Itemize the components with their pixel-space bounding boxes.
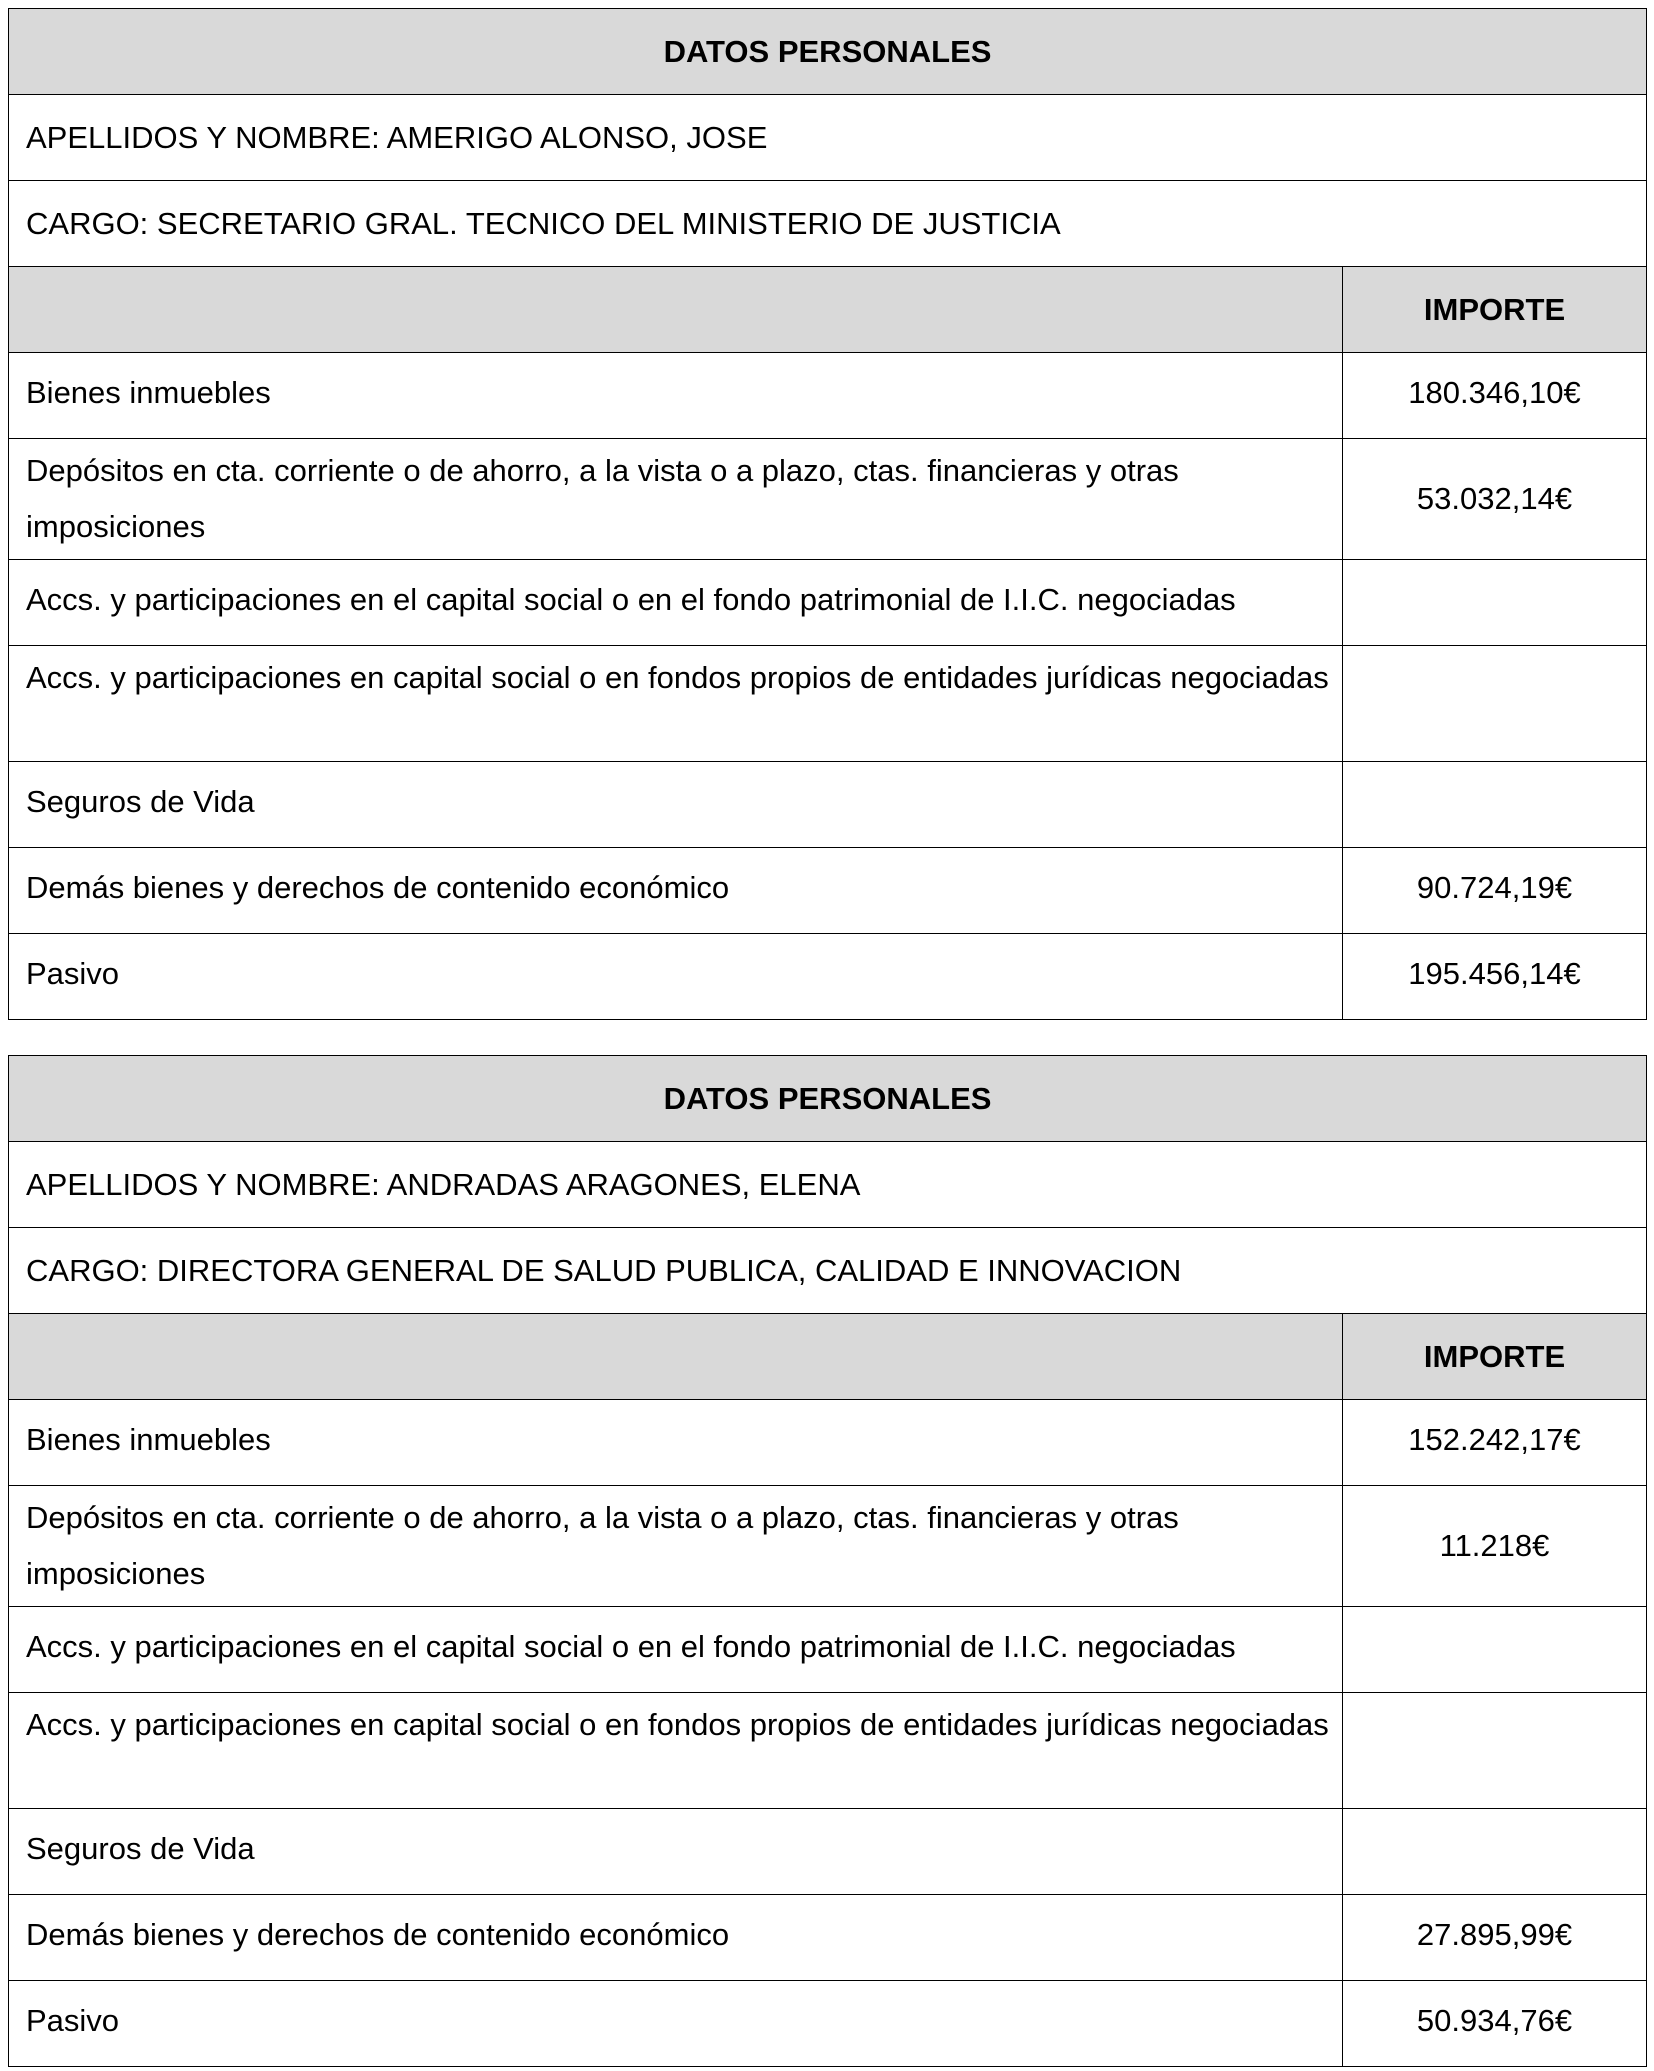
asset-label: Depósitos en cta. corriente o de ahorro, a la vista o a plazo, ctas. financieras y otras imposiciones bbox=[9, 439, 1343, 560]
asset-row bbox=[9, 353, 1647, 439]
asset-row bbox=[9, 762, 1647, 848]
cargo-row bbox=[9, 181, 1647, 267]
asset-amount bbox=[1343, 646, 1647, 762]
asset-row bbox=[9, 934, 1647, 1020]
section-header-row bbox=[9, 1056, 1647, 1142]
asset-row bbox=[9, 439, 1647, 560]
section-title: DATOS PERSONALES bbox=[9, 1056, 1647, 1142]
asset-amount: 53.032,14€ bbox=[1343, 439, 1647, 560]
asset-label: Seguros de Vida bbox=[9, 1809, 1343, 1895]
asset-row bbox=[9, 646, 1647, 762]
asset-label: Demás bienes y derechos de contenido económico bbox=[9, 1895, 1343, 1981]
asset-row bbox=[9, 1981, 1647, 2067]
asset-amount bbox=[1343, 1809, 1647, 1895]
cargo-line: CARGO: SECRETARIO GRAL. TECNICO DEL MINISTERIO DE JUSTICIA bbox=[9, 181, 1647, 267]
asset-row bbox=[9, 1693, 1647, 1809]
asset-amount: 11.218€ bbox=[1343, 1486, 1647, 1607]
asset-row bbox=[9, 1809, 1647, 1895]
asset-amount: 50.934,76€ bbox=[1343, 1981, 1647, 2067]
asset-label: Pasivo bbox=[9, 1981, 1343, 2067]
asset-label: Pasivo bbox=[9, 934, 1343, 1020]
asset-amount bbox=[1343, 762, 1647, 848]
name-line: APELLIDOS Y NOMBRE: AMERIGO ALONSO, JOSE bbox=[9, 95, 1647, 181]
amount-header: IMPORTE bbox=[1343, 1314, 1647, 1400]
asset-row bbox=[9, 848, 1647, 934]
cargo-line: CARGO: DIRECTORA GENERAL DE SALUD PUBLICA, CALIDAD E INNOVACION bbox=[9, 1228, 1647, 1314]
asset-row bbox=[9, 1486, 1647, 1607]
asset-label: Seguros de Vida bbox=[9, 762, 1343, 848]
concept-header bbox=[9, 267, 1343, 353]
cargo-row bbox=[9, 1228, 1647, 1314]
asset-label: Accs. y participaciones en el capital social o en el fondo patrimonial de I.I.C. negociadas bbox=[9, 1607, 1343, 1693]
asset-label: Accs. y participaciones en capital social o en fondos propios de entidades jurídicas negociadas bbox=[9, 1693, 1343, 1809]
asset-declaration-table bbox=[8, 8, 1647, 1020]
asset-amount: 90.724,19€ bbox=[1343, 848, 1647, 934]
column-header-row bbox=[9, 1314, 1647, 1400]
asset-label: Accs. y participaciones en el capital social o en el fondo patrimonial de I.I.C. negociadas bbox=[9, 560, 1343, 646]
asset-amount bbox=[1343, 1607, 1647, 1693]
asset-label: Bienes inmuebles bbox=[9, 353, 1343, 439]
asset-amount: 180.346,10€ bbox=[1343, 353, 1647, 439]
asset-label: Demás bienes y derechos de contenido económico bbox=[9, 848, 1343, 934]
asset-amount bbox=[1343, 560, 1647, 646]
asset-label: Bienes inmuebles bbox=[9, 1400, 1343, 1486]
asset-amount: 195.456,14€ bbox=[1343, 934, 1647, 1020]
concept-header bbox=[9, 1314, 1343, 1400]
asset-row bbox=[9, 560, 1647, 646]
amount-header: IMPORTE bbox=[1343, 267, 1647, 353]
asset-amount: 152.242,17€ bbox=[1343, 1400, 1647, 1486]
asset-amount: 27.895,99€ bbox=[1343, 1895, 1647, 1981]
asset-declaration-table bbox=[8, 1055, 1647, 2067]
asset-label: Accs. y participaciones en capital social o en fondos propios de entidades jurídicas negociadas bbox=[9, 646, 1343, 762]
name-row bbox=[9, 95, 1647, 181]
asset-amount bbox=[1343, 1693, 1647, 1809]
column-header-row bbox=[9, 267, 1647, 353]
asset-row bbox=[9, 1895, 1647, 1981]
section-header-row bbox=[9, 9, 1647, 95]
asset-row bbox=[9, 1400, 1647, 1486]
asset-label: Depósitos en cta. corriente o de ahorro, a la vista o a plazo, ctas. financieras y otras imposiciones bbox=[9, 1486, 1343, 1607]
section-title: DATOS PERSONALES bbox=[9, 9, 1647, 95]
name-line: APELLIDOS Y NOMBRE: ANDRADAS ARAGONES, ELENA bbox=[9, 1142, 1647, 1228]
asset-row bbox=[9, 1607, 1647, 1693]
name-row bbox=[9, 1142, 1647, 1228]
